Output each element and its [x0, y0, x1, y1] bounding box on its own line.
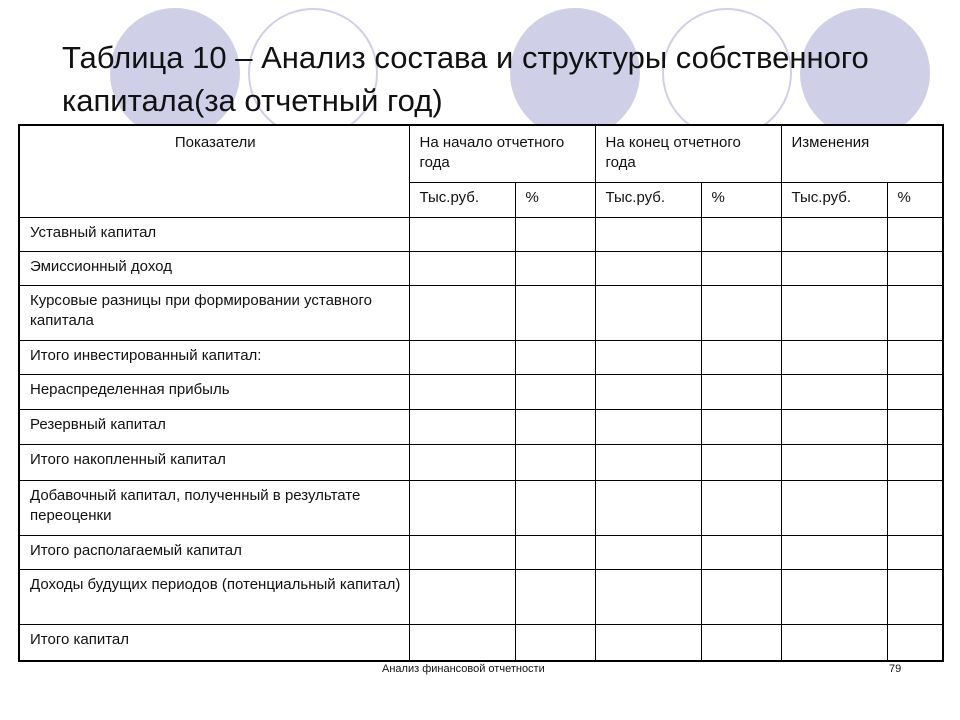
header-start-of-year: На начало отчетного года [409, 125, 595, 182]
table-row [19, 285, 943, 340]
value-cell [595, 374, 701, 409]
value-cell [781, 410, 887, 445]
value-cell [409, 570, 515, 625]
value-cell [515, 340, 595, 374]
value-cell [409, 374, 515, 409]
value-cell [515, 251, 595, 285]
value-cell [701, 536, 781, 570]
value-cell [701, 217, 781, 251]
value-cell [887, 410, 943, 445]
value-cell [409, 340, 515, 374]
value-cell [515, 445, 595, 481]
row-label: Нераспределенная прибыль [19, 374, 409, 409]
value-cell [701, 481, 781, 536]
value-cell [409, 445, 515, 481]
subheader-end-amount: Тыс.руб. [595, 182, 701, 217]
value-cell [701, 251, 781, 285]
value-cell [781, 536, 887, 570]
value-cell [595, 481, 701, 536]
table-row [19, 536, 943, 570]
slide-title: Таблица 10 – Анализ состава и структуры собственного капитала(за отчетный год) [62, 40, 869, 118]
value-cell [887, 445, 943, 481]
subheader-start-percent: % [515, 182, 595, 217]
value-cell [781, 251, 887, 285]
value-cell [887, 570, 943, 625]
value-cell [781, 481, 887, 536]
header-end-of-year: На конец отчетного года [595, 125, 781, 182]
value-cell [409, 481, 515, 536]
value-cell [701, 445, 781, 481]
table-row [19, 625, 943, 661]
value-cell [595, 625, 701, 661]
value-cell [515, 410, 595, 445]
value-cell [781, 374, 887, 409]
value-cell [781, 445, 887, 481]
value-cell [887, 340, 943, 374]
value-cell [701, 410, 781, 445]
value-cell [887, 625, 943, 661]
value-cell [701, 625, 781, 661]
value-cell [595, 536, 701, 570]
value-cell [887, 285, 943, 340]
value-cell [781, 625, 887, 661]
value-cell [515, 481, 595, 536]
subheader-change-amount: Тыс.руб. [781, 182, 887, 217]
row-label: Курсовые разницы при формировании уставного капитала [19, 285, 409, 340]
value-cell [515, 570, 595, 625]
subheader-end-percent: % [701, 182, 781, 217]
value-cell [781, 285, 887, 340]
row-label: Итого накопленный капитал [19, 445, 409, 481]
subheader-start-amount: Тыс.руб. [409, 182, 515, 217]
value-cell [781, 217, 887, 251]
table-row [19, 445, 943, 481]
table-row [19, 374, 943, 409]
table-row [19, 217, 943, 251]
value-cell [887, 217, 943, 251]
value-cell [887, 251, 943, 285]
table-row [19, 340, 943, 374]
value-cell [781, 340, 887, 374]
value-cell [515, 625, 595, 661]
value-cell [515, 374, 595, 409]
value-cell [515, 285, 595, 340]
table-row [19, 481, 943, 536]
value-cell [409, 536, 515, 570]
value-cell [595, 410, 701, 445]
value-cell [701, 374, 781, 409]
value-cell [515, 217, 595, 251]
value-cell [887, 481, 943, 536]
table-header-row [19, 125, 943, 182]
value-cell [595, 445, 701, 481]
value-cell [887, 536, 943, 570]
row-label: Доходы будущих периодов (потенциальный капитал) [19, 570, 409, 625]
value-cell [409, 410, 515, 445]
row-label: Итого располагаемый капитал [19, 536, 409, 570]
row-label: Резервный капитал [19, 410, 409, 445]
value-cell [595, 285, 701, 340]
value-cell [887, 374, 943, 409]
header-indicators: Показатели [19, 125, 409, 217]
value-cell [515, 536, 595, 570]
table-row [19, 570, 943, 625]
capital-structure-table [18, 124, 944, 662]
table-row [19, 410, 943, 445]
value-cell [595, 251, 701, 285]
page-number: 79 [889, 663, 902, 675]
value-cell [701, 285, 781, 340]
header-changes: Изменения [781, 125, 943, 182]
value-cell [701, 340, 781, 374]
row-label: Итого инвестированный капитал: [19, 340, 409, 374]
value-cell [409, 217, 515, 251]
value-cell [595, 217, 701, 251]
footer-caption: Анализ финансовой отчетности [382, 663, 545, 675]
subheader-change-percent: % [887, 182, 943, 217]
value-cell [409, 625, 515, 661]
row-label: Уставный капитал [19, 217, 409, 251]
row-label: Эмиссионный доход [19, 251, 409, 285]
row-label: Добавочный капитал, полученный в результате переоценки [19, 481, 409, 536]
value-cell [409, 251, 515, 285]
value-cell [781, 570, 887, 625]
value-cell [409, 285, 515, 340]
value-cell [595, 570, 701, 625]
value-cell [595, 340, 701, 374]
value-cell [701, 570, 781, 625]
table-row [19, 251, 943, 285]
row-label: Итого капитал [19, 625, 409, 661]
